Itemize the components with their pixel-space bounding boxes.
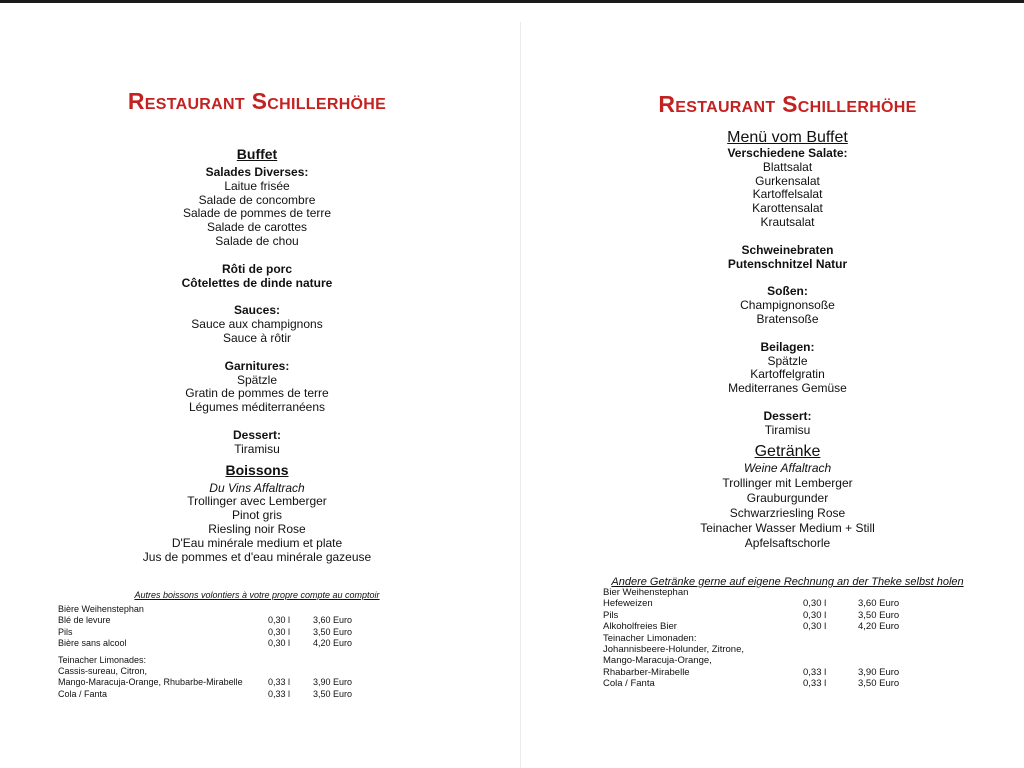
drinks-title: Getränke bbox=[754, 442, 821, 460]
salad-item: Salade de concombre bbox=[198, 192, 316, 207]
salad-item: Kartoffelsalat bbox=[752, 187, 823, 202]
sides-heading: Garnitures: bbox=[224, 358, 290, 373]
salads-heading: Salades Diverses: bbox=[205, 165, 309, 179]
table-row: Blé de levure 0,30 l 3,60 Euro bbox=[58, 615, 353, 626]
wine-item: Jus de pommes et d'eau minérale gazeuse bbox=[142, 549, 372, 564]
wine-heading: Weine Affaltrach bbox=[743, 460, 832, 475]
table-row: Mango-Maracuja-Orange, bbox=[603, 655, 712, 667]
table-row: Cassis-sureau, Citron, bbox=[58, 666, 148, 677]
salads-heading: Verschiedene Salate: bbox=[727, 146, 848, 160]
dessert-item: Tiramisu bbox=[764, 422, 811, 437]
side-item: Légumes méditerranéens bbox=[188, 400, 326, 415]
restaurant-title: Restaurant Schillerhöhe bbox=[127, 88, 387, 114]
wine-item: Trollinger avec Lemberger bbox=[187, 494, 327, 509]
sides-heading: Beilagen: bbox=[760, 339, 815, 354]
sauce-item: Champignonsoße bbox=[740, 298, 835, 313]
wine-item: Riesling noir Rose bbox=[208, 521, 306, 536]
wine-item: Pinot gris bbox=[231, 508, 283, 523]
main-item: Putenschnitzel Natur bbox=[727, 256, 848, 271]
table-row: Mango-Maracuja-Orange, Rhubarbe-Mirabelle 0,33 l 3,90 Euro bbox=[58, 677, 353, 688]
salad-item: Blattsalat bbox=[762, 159, 813, 174]
table-row: Teinacher Limonaden: bbox=[603, 632, 697, 644]
restaurant-title: Restaurant Schillerhöhe bbox=[658, 91, 917, 117]
salad-item: Salade de pommes de terre bbox=[182, 206, 332, 221]
wine-item: Grauburgunder bbox=[746, 490, 829, 505]
page-fold bbox=[520, 22, 521, 768]
table-row: Teinacher Limonades: bbox=[58, 654, 147, 665]
main-item: Rôti de porc bbox=[221, 261, 292, 276]
counter-note: Autres boissons volontiers à votre propre compte au comptoir bbox=[134, 590, 380, 600]
table-row: Rhabarber-Mirabelle 0,33 l 3,90 Euro bbox=[603, 666, 900, 678]
table-row: Alkoholfreies Bier 0,30 l 4,20 Euro bbox=[603, 621, 900, 633]
dessert-heading: Dessert: bbox=[763, 408, 812, 423]
salad-item: Salade de carottes bbox=[206, 220, 308, 235]
counter-note: Andere Getränke gerne auf eigene Rechnung an der Theke selbst holen bbox=[611, 576, 964, 588]
table-row: Cola / Fanta 0,33 l 3,50 Euro bbox=[603, 678, 900, 690]
dessert-heading: Dessert: bbox=[232, 427, 282, 442]
table-row: Cola / Fanta 0,33 l 3,50 Euro bbox=[58, 688, 353, 699]
wine-item: Trollinger mit Lemberger bbox=[722, 475, 853, 490]
side-item: Gratin de pommes de terre bbox=[185, 386, 329, 401]
wine-heading: Du Vins Affaltrach bbox=[209, 480, 305, 495]
side-item: Spätzle bbox=[767, 353, 808, 368]
wine-item: Teinacher Wasser Medium + Still bbox=[700, 520, 875, 535]
wine-item: Schwarzriesling Rose bbox=[729, 505, 846, 520]
buffet-title: Buffet bbox=[236, 146, 278, 162]
sauce-item: Sauce aux champignons bbox=[191, 317, 323, 332]
buffet-title: Menü vom Buffet bbox=[727, 129, 848, 146]
sauce-item: Bratensoße bbox=[756, 311, 819, 326]
sauces-heading: Sauces: bbox=[233, 303, 281, 318]
main-item: Côtelettes de dinde nature bbox=[181, 275, 333, 290]
drink-price-list bbox=[58, 604, 388, 700]
food-menu bbox=[30, 144, 484, 564]
table-row: Johannisbeere-Holunder, Zitrone, bbox=[603, 644, 745, 656]
wine-item: Apfelsaftschorle bbox=[744, 535, 831, 550]
drinks-title: Boissons bbox=[225, 461, 289, 478]
menu-page-german bbox=[575, 0, 1000, 768]
main-item: Schweinebraten bbox=[741, 242, 834, 257]
table-row: Hefeweizen 0,30 l 3,60 Euro bbox=[603, 598, 900, 610]
wine-item: D'Eau minérale medium et plate bbox=[171, 535, 343, 550]
salad-item: Laitue frisée bbox=[224, 178, 290, 193]
table-row: Bière Weihenstephan bbox=[58, 604, 144, 614]
salad-item: Krautsalat bbox=[760, 214, 815, 229]
salad-item: Salade de chou bbox=[215, 233, 299, 248]
side-item: Kartoffelgratin bbox=[750, 367, 825, 382]
side-item: Spätzle bbox=[236, 372, 278, 387]
salad-item: Gurkensalat bbox=[755, 173, 820, 188]
side-item: Mediterranes Gemüse bbox=[728, 381, 847, 396]
menu-page-french bbox=[30, 0, 484, 768]
food-menu bbox=[575, 127, 1000, 551]
table-row: Pils 0,30 l 3,50 Euro bbox=[603, 609, 900, 621]
dessert-item: Tiramisu bbox=[234, 441, 280, 456]
drink-price-list bbox=[603, 587, 933, 690]
table-row: Pils 0,30 l 3,50 Euro bbox=[58, 626, 353, 637]
sauces-heading: Soßen: bbox=[767, 284, 808, 299]
sauce-item: Sauce à rôtir bbox=[222, 330, 292, 345]
table-row: Bière sans alcool 0,30 l 4,20 Euro bbox=[58, 638, 353, 649]
salad-item: Karottensalat bbox=[752, 201, 823, 216]
table-row: Bier Weihenstephan bbox=[603, 587, 689, 598]
